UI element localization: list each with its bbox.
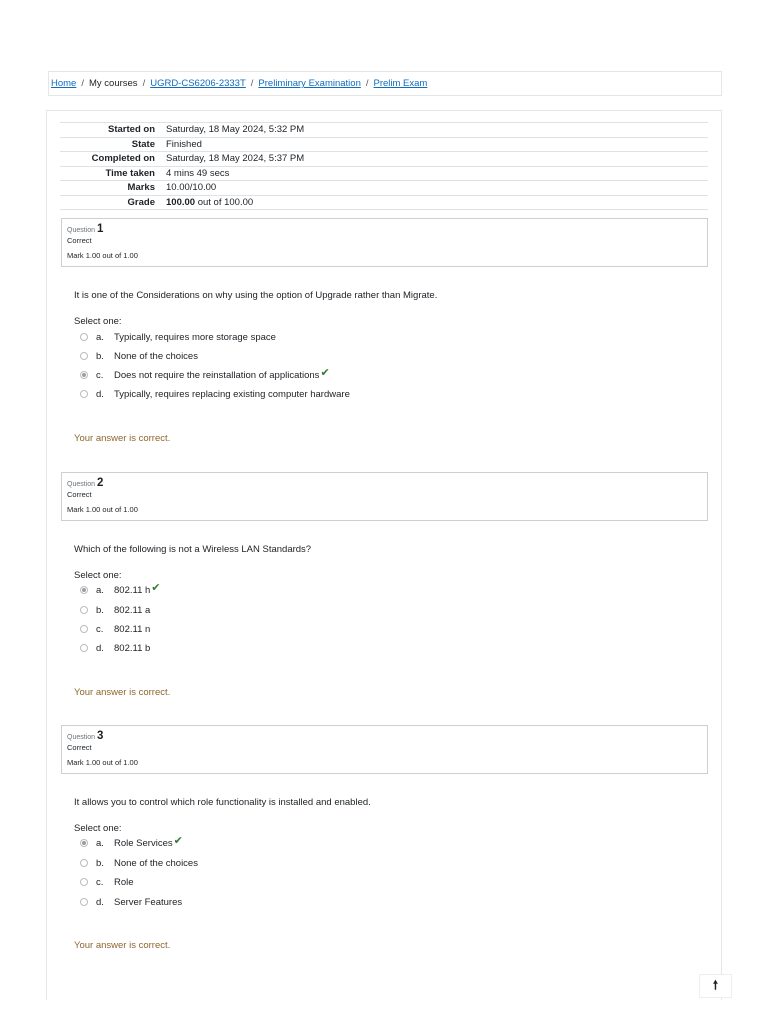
- question-text-3: It allows you to control which role functionality is installed and enabled.: [74, 797, 371, 808]
- arrow-up-icon: 🠕: [712, 977, 719, 992]
- summary-value: Saturday, 18 May 2024, 5:37 PM: [163, 152, 708, 167]
- question-text-2: Which of the following is not a Wireless LAN Standards?: [74, 544, 312, 555]
- summary-row-marks: [60, 181, 708, 196]
- question-grade: Mark 1.00 out of 1.00: [67, 505, 138, 514]
- radio-button[interactable]: [80, 333, 88, 341]
- radio-button[interactable]: [80, 898, 88, 906]
- option-letter: d.: [96, 388, 104, 400]
- summary-row-started: [60, 123, 708, 138]
- question-text-1: It is one of the Considerations on why using the option of Upgrade rather than Migrate.: [74, 290, 438, 301]
- summary-label: Completed on: [60, 152, 163, 167]
- question-state: Correct: [67, 236, 92, 245]
- check-icon: ✔: [151, 581, 161, 594]
- answer-option-2c[interactable]: [80, 622, 150, 636]
- question-number: [67, 730, 702, 742]
- feedback-text-2: Your answer is correct.: [74, 687, 171, 698]
- answer-option-1a[interactable]: [80, 330, 276, 344]
- option-text: Does not require the reinstallation of applications: [114, 369, 320, 381]
- option-letter: a.: [96, 837, 104, 849]
- select-one-label: Select one:: [74, 823, 122, 834]
- answer-option-1b[interactable]: [80, 349, 198, 363]
- question-number: [67, 477, 702, 489]
- option-letter: c.: [96, 623, 104, 635]
- summary-value: 4 mins 49 secs: [163, 166, 708, 181]
- answer-option-3d[interactable]: [80, 895, 182, 909]
- question-number: [67, 223, 702, 235]
- radio-button[interactable]: [80, 644, 88, 652]
- option-letter: b.: [96, 604, 104, 616]
- question-state: Correct: [67, 490, 92, 499]
- summary-label: Started on: [60, 123, 163, 138]
- breadcrumb-course-link[interactable]: UGRD-CS6206-2333T: [150, 78, 246, 89]
- answer-option-1c[interactable]: [80, 368, 330, 382]
- feedback-text-1: Your answer is correct.: [74, 433, 171, 444]
- select-one-label: Select one:: [74, 570, 122, 581]
- question-number-value: 3: [97, 730, 104, 742]
- question-grade: Mark 1.00 out of 1.00: [67, 758, 138, 767]
- grade-out-of: out of 100.00: [195, 196, 254, 208]
- option-letter: b.: [96, 857, 104, 869]
- select-one-label: Select one:: [74, 316, 122, 327]
- radio-button[interactable]: [80, 390, 88, 398]
- grade-value: 100.00: [166, 196, 196, 208]
- summary-label: Time taken: [60, 166, 163, 181]
- answer-option-3b[interactable]: [80, 856, 198, 870]
- radio-button[interactable]: [80, 859, 88, 867]
- option-text: Role Services: [114, 837, 173, 849]
- question-label: Question: [67, 734, 96, 741]
- answer-option-1d[interactable]: [80, 387, 350, 401]
- option-text: 802.11 a: [114, 604, 151, 616]
- check-icon: ✔: [173, 834, 183, 847]
- breadcrumb: [48, 71, 722, 96]
- feedback-text-3: Your answer is correct.: [74, 940, 171, 951]
- summary-value: [163, 195, 708, 210]
- radio-button[interactable]: [80, 606, 88, 614]
- question-info-2: [61, 472, 708, 521]
- option-text: 802.11 b: [114, 642, 151, 654]
- summary-value: Saturday, 18 May 2024, 5:32 PM: [163, 123, 708, 138]
- summary-label: State: [60, 137, 163, 152]
- summary-row-state: [60, 137, 708, 152]
- question-state: Correct: [67, 743, 92, 752]
- answer-option-3a[interactable]: [80, 836, 183, 850]
- option-letter: d.: [96, 896, 104, 908]
- option-text: 802.11 n: [114, 623, 151, 635]
- question-number-value: 2: [97, 477, 104, 489]
- breadcrumb-separator: /: [142, 78, 146, 89]
- breadcrumb-separator: /: [81, 78, 84, 89]
- option-letter: d.: [96, 642, 104, 654]
- breadcrumb-section-link[interactable]: Preliminary Examination: [258, 78, 361, 89]
- summary-row-grade: [60, 195, 708, 210]
- radio-button[interactable]: [80, 625, 88, 633]
- option-letter: c.: [96, 369, 104, 381]
- breadcrumb-activity-link[interactable]: Prelim Exam: [373, 78, 428, 89]
- radio-button-selected[interactable]: [80, 371, 88, 379]
- question-info-1: [61, 218, 708, 267]
- answer-option-2b[interactable]: [80, 603, 150, 617]
- summary-row-time-taken: [60, 166, 708, 181]
- back-to-top-button[interactable]: [699, 974, 732, 998]
- option-letter: c.: [96, 876, 104, 888]
- radio-button-selected[interactable]: [80, 586, 88, 594]
- question-number-value: 1: [97, 223, 104, 235]
- option-text: Typically, requires more storage space: [114, 331, 276, 343]
- option-letter: b.: [96, 350, 104, 362]
- option-text: Role: [114, 876, 134, 888]
- check-icon: ✔: [320, 366, 330, 379]
- answer-option-2d[interactable]: [80, 641, 150, 655]
- question-grade: Mark 1.00 out of 1.00: [67, 251, 138, 260]
- summary-label: Grade: [60, 195, 163, 210]
- option-text: Server Features: [114, 896, 183, 908]
- breadcrumb-home-link[interactable]: Home: [51, 78, 77, 89]
- option-text: None of the choices: [114, 857, 198, 869]
- question-label: Question: [67, 227, 96, 234]
- summary-value: 10.00/10.00: [163, 181, 708, 196]
- option-text: 802.11 h: [114, 584, 151, 596]
- breadcrumb-separator: /: [365, 78, 369, 89]
- breadcrumb-my-courses: My courses: [88, 78, 138, 89]
- summary-label: Marks: [60, 181, 163, 196]
- option-letter: a.: [96, 331, 104, 343]
- question-info-3: [61, 725, 708, 774]
- answer-option-3c[interactable]: [80, 875, 134, 889]
- question-label: Question: [67, 481, 96, 488]
- option-text: None of the choices: [114, 350, 198, 362]
- radio-button-selected[interactable]: [80, 839, 88, 847]
- breadcrumb-separator: /: [250, 78, 254, 89]
- attempt-summary-table: [60, 122, 708, 210]
- radio-button[interactable]: [80, 352, 88, 360]
- option-text: Typically, requires replacing existing computer hardware: [114, 388, 350, 400]
- summary-row-completed: [60, 152, 708, 167]
- radio-button[interactable]: [80, 878, 88, 886]
- answer-option-2a[interactable]: [80, 583, 161, 597]
- option-letter: a.: [96, 584, 104, 596]
- summary-value: Finished: [163, 137, 708, 152]
